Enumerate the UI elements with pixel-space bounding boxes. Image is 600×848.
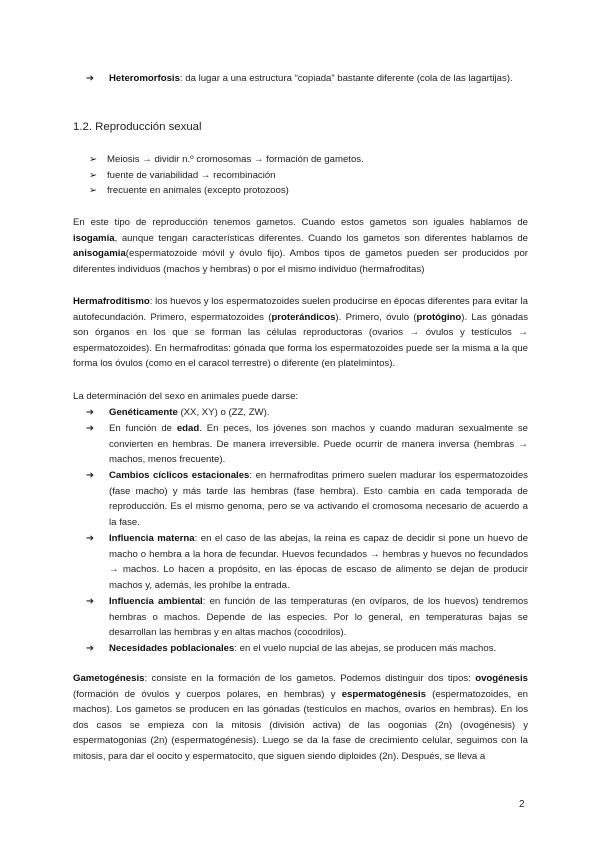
term-protogino: protógino xyxy=(416,311,462,323)
det-term: Influencia materna xyxy=(109,533,195,544)
triangle-bullet-icon: ➢ xyxy=(89,185,98,196)
bullet-text: frecuente en animales (excepto protozoos) xyxy=(107,185,289,196)
arrow-bullet-icon: ➔ xyxy=(86,533,95,544)
det-item-estacionales: ➔ Cambios cíclicos estacionales: en hermafroditas primero suelen madurar los espermatozoides (fase macho) y más tarde las hembras (fase hembra). Esto cambia en cada temporada de reproducción. Es el mismo genoma, pero se va activando el cromosoma necesario de acuerdo a la fase. xyxy=(86,470,528,528)
arrow-bullet-icon: ➔ xyxy=(86,423,95,434)
det-term: Necesidades poblacionales xyxy=(109,643,235,654)
arrow-bullet-icon: ➔ xyxy=(86,596,95,607)
paragraph-gametos: En este tipo de reproducción tenemos gametos. Cuando estos gametos son iguales hablamos de isogamia, aunque tengan características diferentes. Cuando los gametos son diferentes hablamos de anisogamia(espermatozoide móvil y óvulo fijo). Ambos tipos de gametos pueden ser producidos por diferentes individuos (machos y hembras) o por el mismo individuo (hermafroditas) xyxy=(73,217,528,275)
determination-intro: La determinación del sexo en animales puede darse: xyxy=(73,391,299,402)
det-item-genetica: ➔ Genéticamente (XX, XY) o (ZZ, ZW). xyxy=(86,405,528,421)
arrow-bullet-icon: ➔ xyxy=(86,643,95,654)
det-term: edad xyxy=(176,423,200,434)
paragraph-hermafroditismo: Hermafroditismo: los huevos y los espermatozoides suelen producirse en épocas diferentes para evitar la autofecundación. Primero, espermatozoides (proterándicos). Primero, óvulo (protógino). Las gónadas son órganos en los que se forman las células reproductoras (ovarios → óvulos y testículos → espermatozoides). En hermafroditas: gónada que forma los espermatozoides puede ser la misma a la que forma los óvulos (como en el caracol terrestre) o diferente (en platelmintos). xyxy=(73,296,528,370)
det-term: Influencia ambiental xyxy=(109,596,203,607)
bullet-frecuente xyxy=(89,183,509,199)
heteromorfosis-text: : da lugar a una estructura “copiada” bastante diferente (cola de las lagartijas). xyxy=(179,73,513,84)
paragraph-gametogenesis: Gametogénesis: consiste en la formación de los gametos. Podemos distinguir dos tipos: ovogénesis (formación de óvulos y cuerpos polares, en hembras) y espermatogénesis (espermatozoides, en machos). Los gametos se producen en las gónadas (testículos en machos, ovarios en hembras). En los dos casos se empieza con la mitosis (división activa) de las oogonias (2n) (ovogénesis) y espermatogonias (2n) (espermatogénesis). Luego se da la fase de crecimiento celular, seguimos con la mitosis, para dar el oocito y espermatocito, que siguen siendo diploides (2n). Después, se lleva a xyxy=(73,673,528,762)
term-heteromorfosis: Heteromorfosis xyxy=(109,73,180,84)
bullet-variabilidad xyxy=(89,168,509,184)
term-isogamia: isogamia xyxy=(73,232,115,244)
term-hermafroditismo: Hermafroditismo xyxy=(73,296,150,307)
triangle-bullet-icon: ➢ xyxy=(89,154,98,165)
det-item-edad: ➔ En función de edad. En peces, los jóvenes son machos y cuando maduran sexualmente se convierten en hembras. De manera irreversible. Puede ocurrir de manera inversa (hembras → machos, menos frecuente). xyxy=(86,423,528,466)
det-item-poblacionales: ➔ Necesidades poblacionales: en el vuelo nupcial de las abejas, se producen más machos. xyxy=(86,641,528,657)
arrow-bullet-icon: ➔ xyxy=(86,470,95,481)
term-espermatogenesis: espermatogénesis xyxy=(341,688,426,700)
det-term: Cambios cíclicos estacionales xyxy=(109,470,250,481)
term-anisogamia: anisogamia xyxy=(73,248,126,260)
det-term: Genéticamente xyxy=(109,407,178,418)
section-heading: 1.2. Reproducción sexual xyxy=(73,121,202,133)
bullet-text: fuente de variabilidad → recombinación xyxy=(107,170,276,181)
heteromorfosis-item xyxy=(86,71,528,87)
term-ovogenesis: ovogénesis xyxy=(475,673,528,684)
term-gametogenesis: Gametogénesis xyxy=(73,673,145,684)
det-item-ambiental: ➔ Influencia ambiental: en función de las temperaturas (en ovíparos, de los huevos) tendremos hembras o machos. Depende de las especies. Por lo general, en temperaturas bajas se desarrollan las hembras y en altas machos (cocodrilos). xyxy=(86,596,528,639)
bullet-meiosis xyxy=(89,152,509,168)
arrow-bullet-icon: ➔ xyxy=(86,73,95,84)
page-number: 2 xyxy=(519,799,525,810)
bullet-text: Meiosis → dividir n.º cromosomas → formación de gametos. xyxy=(107,154,364,165)
det-item-materna: ➔ Influencia materna: en el caso de las abejas, la reina es capaz de decidir si pone un huevo de macho o hembra a la hora de fecundar. Huevos fecundados → hembras y huevos no fecundados → machos. Lo hacen a propósito, en las épocas de escaso de alimento se dejan de producir machos y, además, les prohíbe la entrada. xyxy=(86,533,528,591)
term-proterandicos: proterándicos xyxy=(271,311,336,323)
triangle-bullet-icon: ➢ xyxy=(89,170,98,181)
arrow-bullet-icon: ➔ xyxy=(86,407,95,418)
